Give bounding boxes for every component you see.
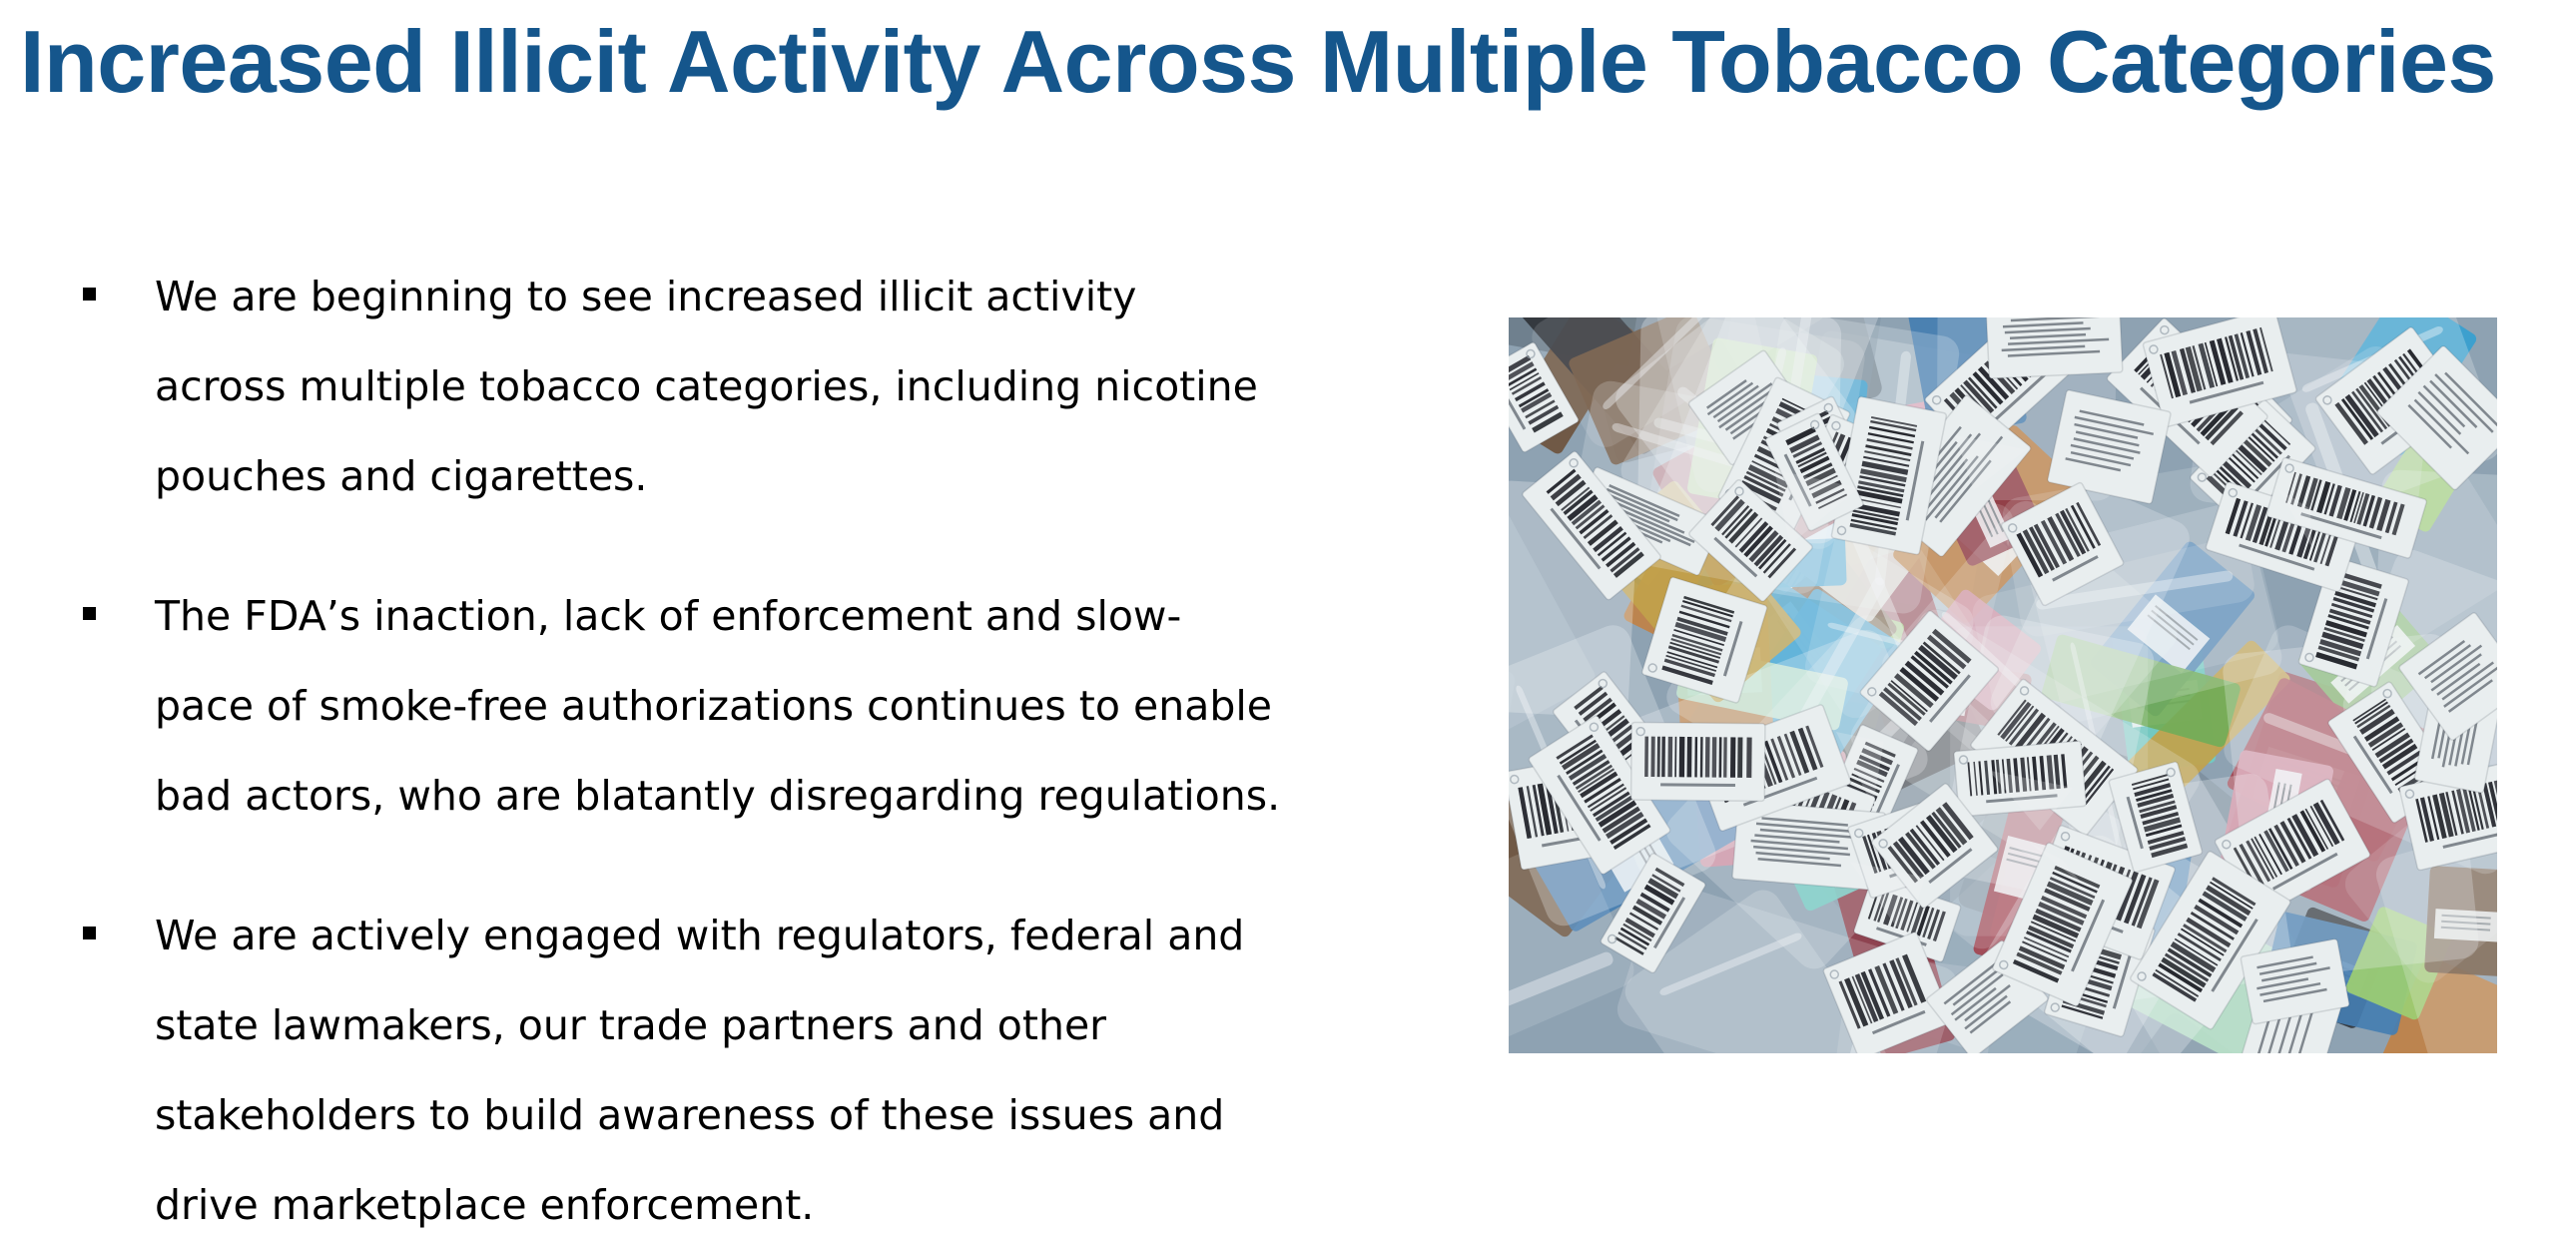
bullet-list [80, 252, 1508, 1243]
slide-title: Increased Illicit Activity Across Multiple Tobacco Categories [20, 12, 2496, 111]
bullet-item [80, 571, 1508, 841]
photo-collage-svg [1509, 317, 2497, 1053]
bullet-text: We are actively engaged with regulators, federal and state lawmakers, our trade partners and other stakeholders to build awareness of these issues and drive marketplace enforcement. [155, 912, 1245, 1229]
seized-products-photo [1509, 317, 2497, 1053]
bullet-text: We are beginning to see increased illicit activity across multiple tobacco categories, including nicotine pouches and cigarettes. [155, 273, 1258, 500]
bullet-square-icon [83, 607, 96, 620]
bullet-text: The FDA’s inaction, lack of enforcement and slow- pace of smoke-free authorizations continues to enable bad actors, who are blatantly disregarding regulations. [155, 592, 1281, 820]
bullet-item [80, 252, 1508, 521]
bullet-item [80, 891, 1508, 1243]
bullet-square-icon [83, 927, 96, 939]
bullet-square-icon [83, 288, 96, 301]
